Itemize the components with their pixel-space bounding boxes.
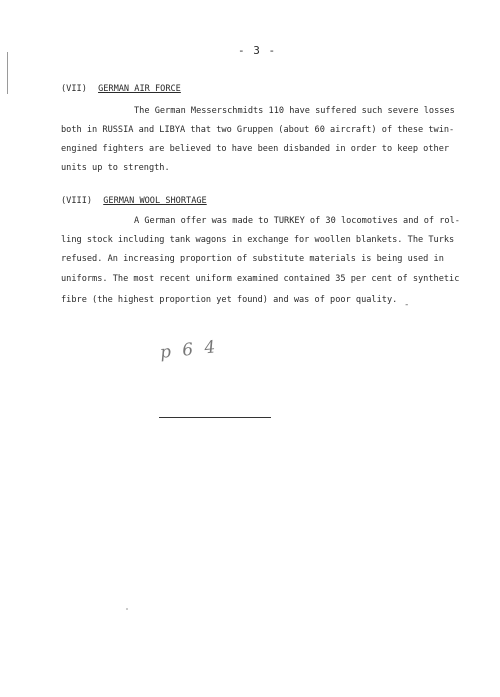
paragraph-line: units up to strength. <box>61 163 170 173</box>
page-number: - 3 - <box>238 44 277 57</box>
paragraph-line: uniforms. The most recent uniform examined contained 35 per cent of synthetic <box>61 274 460 284</box>
margin-rule <box>7 52 8 94</box>
paragraph-line: fibre (the highest proportion yet found) and was of poor quality. <box>61 295 398 305</box>
section-title: GERMAN AIR FORCE <box>98 84 181 94</box>
speck <box>126 608 128 610</box>
handwritten-note: p 6 4 <box>159 337 220 363</box>
paragraph-line: refused. An increasing proportion of substitute materials is being used in <box>61 254 444 264</box>
section-heading-viii <box>61 196 207 206</box>
margin-tick-mark: - <box>404 300 410 310</box>
section-number: (VII) <box>61 84 87 94</box>
paragraph-line: The German Messerschmidts 110 have suffered such severe losses <box>134 106 455 116</box>
paragraph-line: both in RUSSIA and LIBYA that two Gruppen (about 60 aircraft) of these twin- <box>61 125 455 135</box>
paragraph-line: ling stock including tank wagons in exchange for woollen blankets. The Turks <box>61 235 455 245</box>
section-title: GERMAN WOOL SHORTAGE <box>103 196 207 206</box>
end-rule <box>159 417 271 418</box>
paragraph-line: A German offer was made to TURKEY of 30 locomotives and of rol- <box>134 216 460 226</box>
section-heading-vii <box>61 84 181 94</box>
paragraph-line: engined fighters are believed to have been disbanded in order to keep other <box>61 144 450 154</box>
section-number: (VIII) <box>61 196 93 206</box>
